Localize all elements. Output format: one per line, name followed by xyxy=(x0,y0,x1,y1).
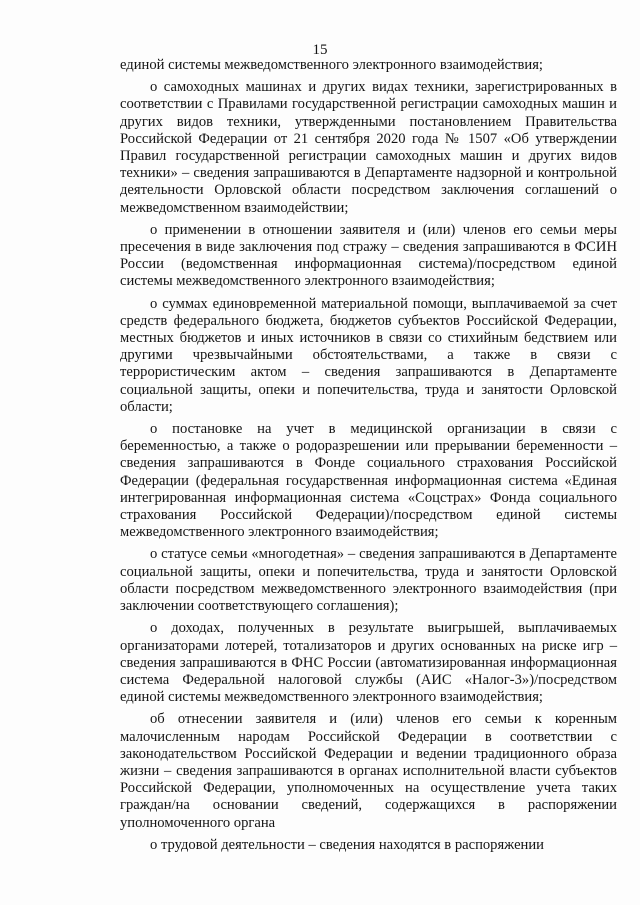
page-number: 15 xyxy=(312,42,328,58)
paragraph-large-family-status: о статусе семьи «многодетная» – сведения запрашиваются в Департаменте социальной защиты, опеки и попечительства, труда и занятости Орловской области посредством межведомственного электронного взаимодействия (при заключении соответствующего соглашения); xyxy=(120,546,617,615)
paragraph-labor-activity: о трудовой деятельности – сведения находятся в распоряжении xyxy=(150,836,544,853)
paragraph-self-propelled-machines: о самоходных машинах и других видах техники, зарегистрированных в соответствии с Правилами государственной регистрации самоходных машин и других видов техники, утвержденными постановлением Правительства Российской Федерации от 21 сентября 2020 года № 1507 «Об утверждении Правил государственной регистрации самоходных машин и других видов техники» – сведения запрашиваются в Департаменте надзорной и контрольной деятельности Орловской области посредством заключения соглашений о межведомственном взаимодействии; xyxy=(120,79,617,216)
paragraph-material-assistance: о суммах единовременной материальной помощи, выплачиваемой за счет средств федерального бюджета, бюджетов субъектов Российской Федерации, местных бюджетов и иных источников в связи со стихийным бедствием или другими чрезвычайными обстоятельствами, а также в связи с террористическим актом – сведения запрашиваются в Департаменте социальной защиты, опеки и попечительства, труда и занятости Орловской области; xyxy=(120,295,617,415)
paragraph-lottery-income: о доходах, полученных в результате выигрышей, выплачиваемых организаторами лотерей, тотализаторов и других основанных на риске игр – сведения запрашиваются в ФНС России (автоматизированная информационная система Федеральной налоговой службы (АИС «Налог-3»)/посредством единой системы межведомственного электронного взаимодействия; xyxy=(120,620,617,706)
paragraph-detention-measure: о применении в отношении заявителя и (или) членов его семьи меры пресечения в виде заключения под стражу – сведения запрашиваются в ФСИН России (ведомственная информационная система)/посредством единой системы межведомственного электронного взаимодействия; xyxy=(120,221,617,290)
paragraph-continuation: единой системы межведомственного электронного взаимодействия; xyxy=(120,57,543,73)
paragraph-pregnancy-registration: о постановке на учет в медицинской организации в связи с беременностью, а также о родоразрешении или прерывании беременности – сведения запрашиваются в Фонде социального страхования Российской Федерации (федеральная государственная информационная система «Единая интегрированная информационная система «Соцстрах» Фонда социального страхования Российской Федерации)/посредством единой системы межведомственного электронного взаимодействия; xyxy=(120,421,617,541)
document-body xyxy=(120,57,617,859)
paragraph-indigenous-peoples: об отнесении заявителя и (или) членов его семьи к коренным малочисленным народам Российской Федерации в соответствии с законодательством Российской Федерации и ведении традиционного образа жизни – сведения запрашиваются в органах исполнительной власти субъектов Российской Федерации, уполномоченных на осуществление учета таких граждан/на основании сведений, содержащихся в распоряжении уполномоченного органа xyxy=(120,711,617,831)
